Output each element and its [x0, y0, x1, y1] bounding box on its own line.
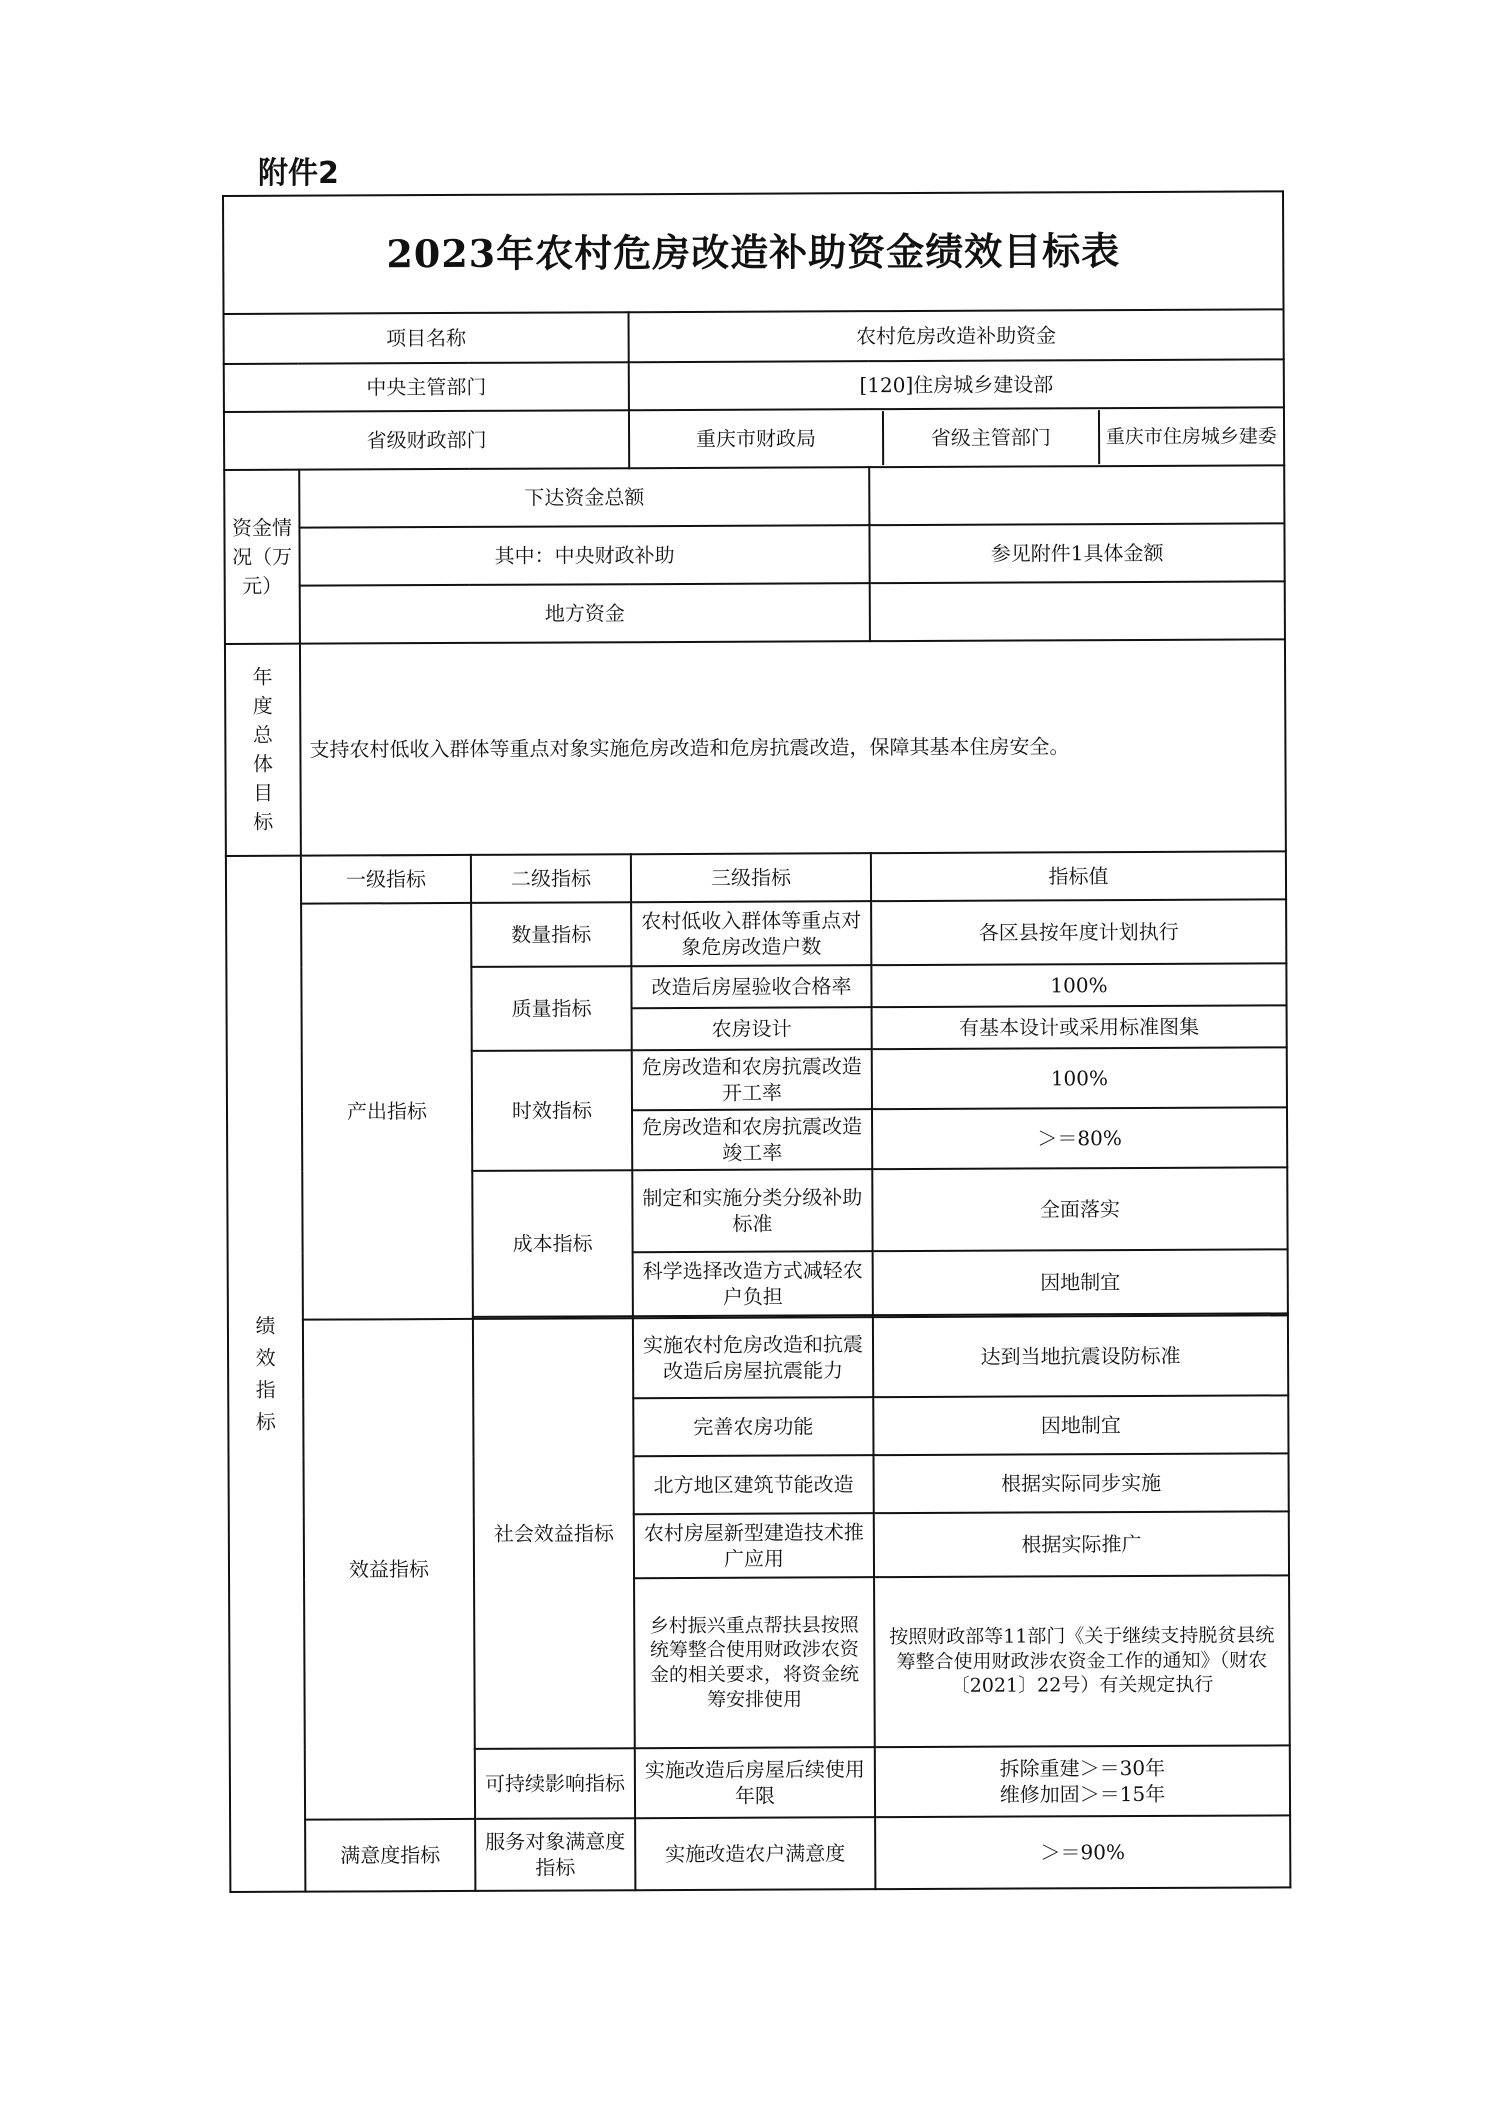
t1-name: 危房改造和农房抗震改造开工率 — [632, 1049, 872, 1110]
t2-value: ＞＝80% — [872, 1107, 1287, 1169]
ql1-name: 改造后房屋验收合格率 — [631, 965, 871, 1008]
prov-finance-value: 重庆市财政局 — [630, 411, 883, 466]
t1-value: 100% — [872, 1047, 1287, 1109]
prov-dept-cell — [629, 407, 1284, 468]
prov-dept-label: 省级主管部门 — [883, 410, 1099, 465]
t2-name: 危房改造和农房抗震改造竣工率 — [632, 1109, 872, 1170]
header-level1: 一级指标 — [301, 855, 471, 904]
prov-dept-subtable — [630, 409, 1283, 466]
s5-name: 乡村振兴重点帮扶县按照统筹整合使用财政涉农资金的相关要求，将资金统筹安排使用 — [634, 1577, 875, 1748]
s2-name: 完善农房功能 — [633, 1397, 873, 1456]
funds-total-value — [869, 465, 1284, 525]
output-indicator-label: 产出指标 — [301, 903, 473, 1320]
c1-name: 制定和实施分类分级补助标准 — [632, 1169, 872, 1252]
annual-goal-text: 支持农村低收入群体等重点对象实施危房改造和危房抗震改造，保障其基本住房安全。 — [300, 639, 1286, 855]
s2-value: 因地制宜 — [873, 1395, 1288, 1455]
project-name-value: 农村危房改造补助资金 — [629, 309, 1284, 362]
su1-name: 实施改造后房屋后续使用年限 — [635, 1747, 875, 1818]
annual-goal-label-text: 年度总体目标 — [252, 664, 274, 834]
s1-name: 实施农村危房改造和抗震改造后房屋抗震能力 — [633, 1317, 873, 1398]
funds-total-label: 下达资金总额 — [299, 467, 869, 527]
c2-name: 科学选择改造方式减轻农户负担 — [633, 1251, 873, 1316]
s4-value: 根据实际推广 — [874, 1511, 1289, 1577]
header-level3: 三级指标 — [631, 853, 871, 902]
prov-dept-value: 重庆市住房城乡建委 — [1105, 425, 1277, 448]
annual-goal-label — [225, 644, 301, 856]
ql2-value: 有基本设计或采用标准图集 — [872, 1005, 1287, 1049]
funds-local-value — [870, 581, 1285, 641]
sat1-name: 实施改造农户满意度 — [635, 1817, 875, 1890]
prov-finance-label: 省级财政部门 — [224, 410, 629, 470]
quantity-indicator-label: 数量指标 — [471, 902, 631, 967]
s1-value: 达到当地抗震设防标准 — [873, 1315, 1288, 1397]
ql2-name: 农房设计 — [632, 1007, 872, 1050]
c2-value: 因地制宜 — [873, 1249, 1288, 1315]
central-dept-label: 中央主管部门 — [224, 362, 629, 412]
su1-value — [875, 1745, 1290, 1817]
header-value: 指标值 — [871, 851, 1286, 901]
table-title: 2023年农村危房改造补助资金绩效目标表 — [223, 191, 1284, 314]
q1-name: 农村低收入群体等重点对象危房改造户数 — [631, 901, 871, 966]
q1-value: 各区县按年度计划执行 — [871, 899, 1286, 965]
funds-central-label: 其中：中央财政补助 — [299, 525, 869, 585]
su1-value-b: 维修加固＞＝15年 — [999, 1781, 1166, 1807]
attachment-label: 附件2 — [258, 156, 339, 191]
funds-label: 资金情况（万元） — [224, 470, 300, 644]
sustain-indicator-label: 可持续影响指标 — [475, 1748, 635, 1819]
sat1-value: ＞＝90% — [875, 1815, 1290, 1889]
satisfaction-indicator-label: 满意度指标 — [305, 1819, 475, 1892]
funds-central-value: 参见附件1具体金额 — [869, 523, 1284, 583]
indicators-section-label — [226, 856, 306, 1892]
s3-value: 根据实际同步实施 — [874, 1453, 1289, 1513]
central-dept-value: [120]住房城乡建设部 — [629, 359, 1284, 410]
timeliness-indicator-label: 时效指标 — [472, 1050, 633, 1171]
service-indicator-label: 服务对象满意度指标 — [475, 1818, 635, 1891]
performance-target-table — [222, 190, 1291, 1893]
quality-indicator-label: 质量指标 — [471, 966, 631, 1051]
ql1-value: 100% — [871, 963, 1286, 1007]
c1-value: 全面落实 — [872, 1167, 1287, 1251]
project-name-label: 项目名称 — [224, 312, 629, 364]
indicators-section-label-text: 绩效指标 — [255, 1313, 276, 1434]
s5-value: 按照财政部等11部门《关于继续支持脱贫县统筹整合使用财政涉农资金工作的通知》（财农〔2021〕22号）有关规定执行 — [874, 1575, 1290, 1747]
su1-value-a: 拆除重建＞＝30年 — [999, 1755, 1166, 1781]
funds-local-label: 地方资金 — [300, 583, 870, 643]
header-level2: 二级指标 — [471, 854, 631, 903]
cost-indicator-label: 成本指标 — [472, 1170, 633, 1317]
benefit-indicator-label: 效益指标 — [303, 1319, 475, 1820]
performance-target-table-sheet — [222, 190, 1289, 1893]
social-indicator-label: 社会效益指标 — [473, 1318, 635, 1749]
s3-name: 北方地区建筑节能改造 — [634, 1455, 874, 1514]
s4-name: 农村房屋新型建造技术推广应用 — [634, 1513, 874, 1578]
